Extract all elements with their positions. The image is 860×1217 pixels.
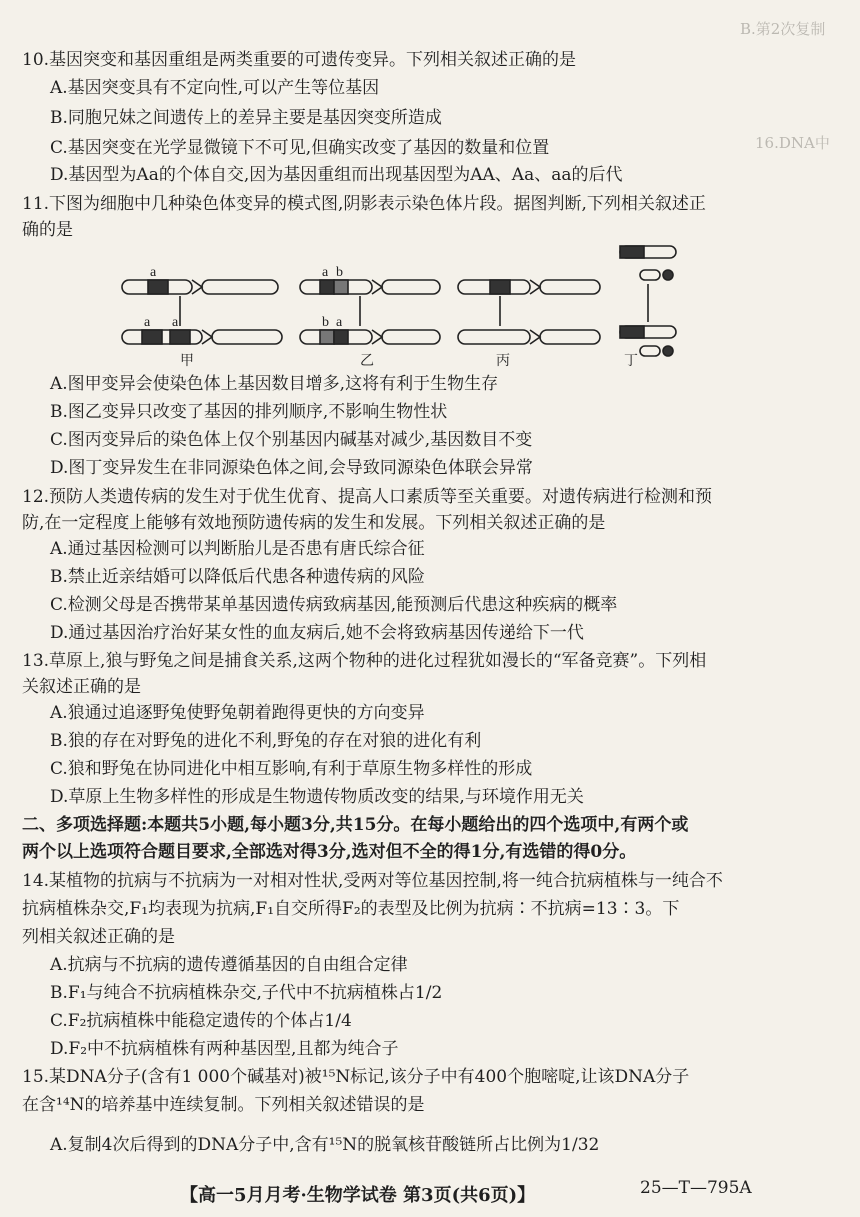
question-14-option-a: A.抗病与不抗病的遗传遵循基因的自由组合定律 bbox=[50, 955, 408, 975]
chromosome-variation-diagram bbox=[120, 240, 680, 370]
question-12-option-d: D.通过基因治疗治好某女性的血友病后,她不会将致病基因传递给下一代 bbox=[50, 623, 584, 643]
question-10-option-a: A.基因突变具有不定向性,可以产生等位基因 bbox=[50, 78, 380, 98]
bleed-through-text: 16.DNA中 bbox=[755, 134, 830, 152]
question-13-option-b: B.狼的存在对野兔的进化不利,野兔的存在对狼的进化有利 bbox=[50, 731, 482, 751]
chromosome-yi-original bbox=[300, 280, 440, 294]
question-11-option-a: A.图甲变异会使染色体上基因数目增多,这将有利于生物生存 bbox=[50, 374, 499, 394]
gene-label: a bbox=[150, 265, 157, 280]
question-10-option-c: C.基因突变在光学显微镜下不可见,但确实改变了基因的数量和位置 bbox=[50, 138, 550, 158]
question-15-stem: 15.某DNA分子(含有1 000个碱基对)被¹⁵N标记,该分子中有400个胞嘧啶,让该DNA分子 bbox=[22, 1067, 690, 1087]
gene-label: b bbox=[322, 315, 329, 330]
chromosome-jia-original bbox=[122, 280, 278, 294]
question-12-stem-cont: 防,在一定程度上能够有效地预防遗传病的发生和发展。下列相关叙述正确的是 bbox=[22, 513, 606, 533]
question-13-option-d: D.草原上生物多样性的形成是生物遗传物质改变的结果,与环境作用无关 bbox=[50, 787, 584, 807]
chromosome-yi-inverted bbox=[300, 330, 440, 344]
question-11-stem-cont: 确的是 bbox=[22, 220, 73, 240]
question-12-stem: 12.预防人类遗传病的发生对于优生优育、提高人口素质等至关重要。对遗传病进行检测和预 bbox=[22, 487, 713, 507]
diagram-label-bing: 丙 bbox=[496, 354, 510, 369]
question-11-option-c: C.图丙变异后的染色体上仅个别基因内碱基对减少,基因数目不变 bbox=[50, 430, 533, 450]
question-14-stem-cont: 抗病植株杂交,F₁均表现为抗病,F₁自交所得F₂的表型及比例为抗病∶不抗病=13∶3。下 bbox=[22, 899, 680, 919]
diagram-label-ding: 丁 bbox=[624, 354, 638, 369]
chromosome-bing-deleted bbox=[458, 330, 600, 344]
page-footer: 【高一5月月考·生物学试卷 第3页(共6页)】 bbox=[180, 1185, 536, 1206]
question-10-option-d: D.基因型为Aa的个体自交,因为基因重组而出现基因型为AA、Aa、aa的后代 bbox=[50, 165, 623, 185]
question-13-option-a: A.狼通过追逐野兔使野兔朝着跑得更快的方向变异 bbox=[50, 703, 425, 723]
chromosome-jia-duplicated bbox=[122, 330, 282, 344]
gene-label: a bbox=[144, 315, 151, 330]
question-15-stem-cont: 在含¹⁴N的培养基中连续复制。下列相关叙述错误的是 bbox=[22, 1095, 425, 1115]
question-13-stem: 13.草原上,狼与野兔之间是捕食关系,这两个物种的进化过程犹如漫长的“军备竞赛”。下列相 bbox=[22, 651, 707, 671]
question-13-stem-cont: 关叙述正确的是 bbox=[22, 677, 141, 697]
question-11-stem: 11.下图为细胞中几种染色体变异的模式图,阴影表示染色体片段。据图判断,下列相关叙述正 bbox=[22, 194, 706, 214]
chromosome-bing-original bbox=[458, 280, 600, 294]
question-14-stem-cont2: 列相关叙述正确的是 bbox=[22, 927, 175, 947]
gene-label: a bbox=[336, 315, 343, 330]
question-14-option-c: C.F₂抗病植株中能稳定遗传的个体占1/4 bbox=[50, 1011, 352, 1031]
question-14-option-b: B.F₁与纯合不抗病植株杂交,子代中不抗病植株占1/2 bbox=[50, 983, 443, 1003]
question-13-option-c: C.狼和野兔在协同进化中相互影响,有利于草原生物多样性的形成 bbox=[50, 759, 533, 779]
gene-label: a bbox=[172, 315, 179, 330]
question-10-stem: 10.基因突变和基因重组是两类重要的可遗传变异。下列相关叙述正确的是 bbox=[22, 50, 577, 70]
question-15-option-a: A.复制4次后得到的DNA分子中,含有¹⁵N的脱氧核苷酸链所占比例为1/32 bbox=[50, 1135, 600, 1155]
question-14-stem: 14.某植物的抗病与不抗病为一对相对性状,受两对等位基因控制,将一纯合抗病植株与一纯合不 bbox=[22, 871, 723, 891]
question-11-option-b: B.图乙变异只改变了基因的排列顺序,不影响生物性状 bbox=[50, 402, 448, 422]
question-10-option-b: B.同胞兄妹之间遗传上的差异主要是基因突变所造成 bbox=[50, 108, 442, 128]
bleed-through-text: B.第2次复制 bbox=[740, 20, 826, 38]
question-12-option-a: A.通过基因检测可以判断胎儿是否患有唐氏综合征 bbox=[50, 539, 425, 559]
exam-code: 25—T—795A bbox=[640, 1178, 752, 1198]
gene-label: b bbox=[336, 265, 343, 280]
question-14-option-d: D.F₂中不抗病植株有两种基因型,且都为纯合子 bbox=[50, 1039, 399, 1059]
gene-label: a bbox=[322, 265, 329, 280]
question-11-option-d: D.图丁变异发生在非同源染色体之间,会导致同源染色体联会异常 bbox=[50, 458, 533, 478]
question-12-option-b: B.禁止近亲结婚可以降低后代患各种遗传病的风险 bbox=[50, 567, 425, 587]
diagram-label-jia: 甲 bbox=[180, 354, 194, 369]
section-2-heading: 二、多项选择题:本题共5小题,每小题3分,共15分。在每小题给出的四个选项中,有两个或 bbox=[22, 815, 689, 835]
question-12-option-c: C.检测父母是否携带某单基因遗传病致病基因,能预测后代患这种疾病的概率 bbox=[50, 595, 618, 615]
section-2-heading-cont: 两个以上选项符合题目要求,全部选对得3分,选对但不全的得1分,有选错的得0分。 bbox=[22, 842, 637, 862]
diagram-label-yi: 乙 bbox=[360, 354, 374, 369]
